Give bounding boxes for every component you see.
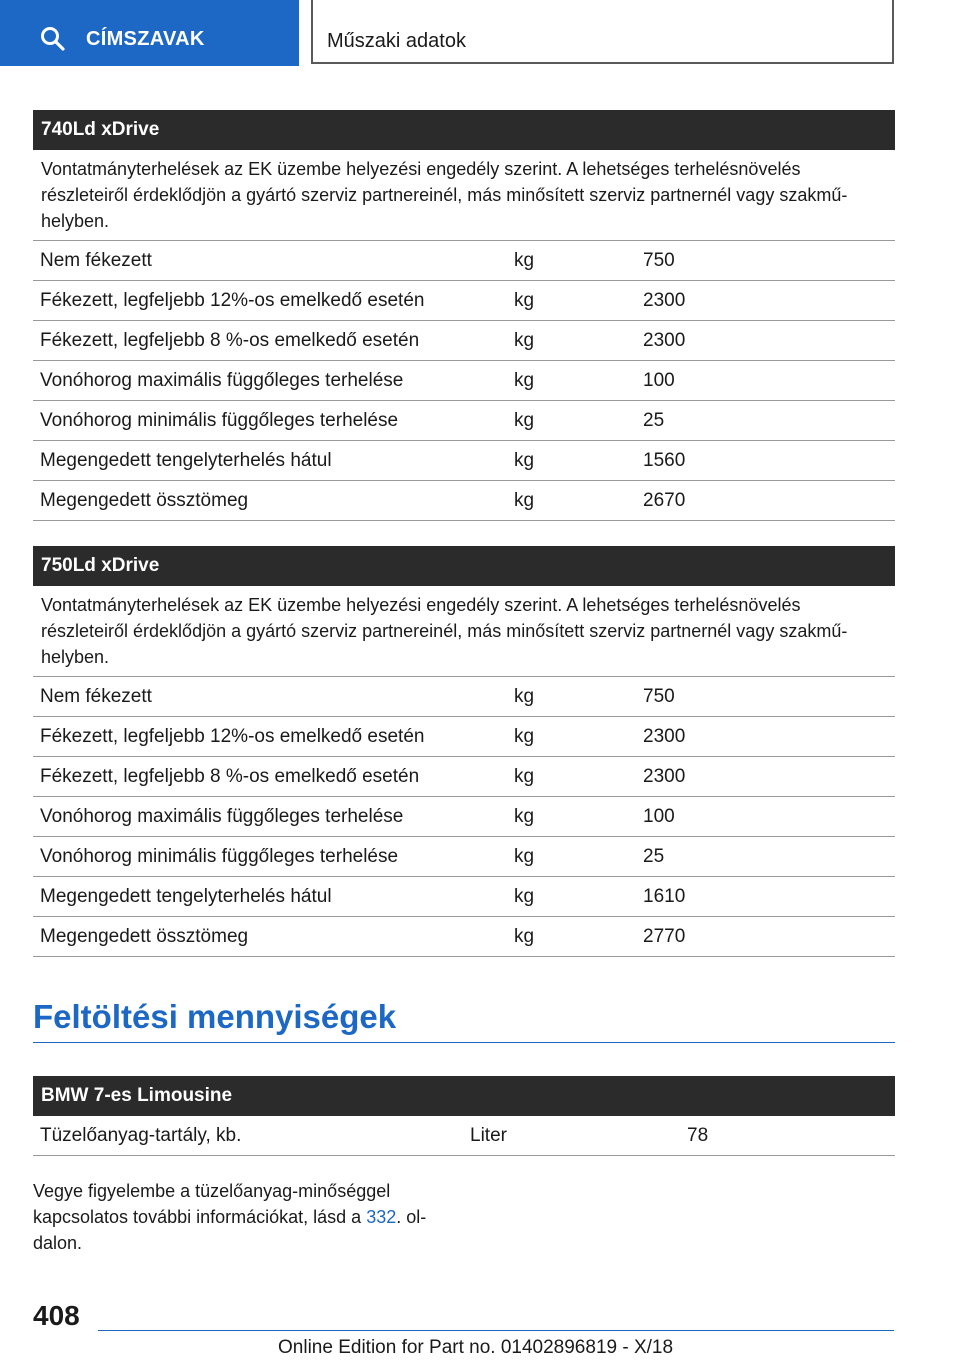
- table-row: [33, 717, 895, 757]
- table-row: [33, 481, 895, 521]
- section-title: Műszaki adatok: [327, 30, 466, 52]
- table-row: [33, 241, 895, 281]
- table-row: [33, 677, 895, 717]
- table-row: [33, 757, 895, 797]
- table-description: Vontatmányterhelések az EK üzembe helyezési engedély szerint. A lehetséges terhelésnövelés részleteiről érdeklődjön a gyártó szerviz partnereinél, más minősített szerviz partnernél vagy szakmű-helyben.: [33, 150, 895, 241]
- search-button-label: CÍMSZAVAK: [86, 28, 205, 50]
- row-value: 100: [643, 806, 675, 827]
- top-bar: [0, 0, 960, 66]
- table-row: [33, 1116, 895, 1156]
- row-label: Vonóhorog maximális függőleges terhelése: [40, 806, 404, 827]
- table-heading: 740Ld xDrive: [33, 110, 895, 150]
- row-value: 1560: [643, 450, 686, 471]
- row-label: Nem fékezett: [40, 250, 152, 271]
- fuel-quality-note: [33, 1178, 463, 1256]
- row-value: 2300: [643, 726, 686, 747]
- page-reference-link[interactable]: 332: [366, 1207, 397, 1227]
- row-label: Vonóhorog minimális függőleges terhelése: [40, 410, 399, 431]
- row-unit: kg: [514, 250, 535, 271]
- fuel-table: [33, 1076, 895, 1156]
- row-unit: kg: [514, 726, 535, 747]
- table-row: [33, 361, 895, 401]
- row-unit: kg: [514, 330, 535, 351]
- edition-footer: Online Edition for Part no. 01402896819 - X/18: [278, 1337, 674, 1358]
- fill-quantities-title: Feltöltési mennyiségek: [33, 998, 895, 1043]
- row-unit: kg: [514, 846, 535, 867]
- row-label: Megengedett össztömeg: [40, 490, 249, 511]
- row-unit: kg: [514, 450, 535, 471]
- row-value: 78: [687, 1125, 709, 1146]
- table-description: Vontatmányterhelések az EK üzembe helyezési engedély szerint. A lehetséges terhelésnövelés részleteiről érdeklődjön a gyártó szerviz partnereinél, más minősített szerviz partnernél vagy szakmű-helyben.: [33, 586, 895, 677]
- row-unit: kg: [514, 766, 535, 787]
- row-value: 25: [643, 410, 665, 431]
- row-value: 25: [643, 846, 665, 867]
- table-row: [33, 321, 895, 361]
- row-value: 100: [643, 370, 675, 391]
- search-icon: [40, 26, 66, 52]
- row-unit: kg: [514, 886, 535, 907]
- row-value: 2770: [643, 926, 686, 947]
- footer-divider: [98, 1330, 894, 1331]
- row-unit: kg: [514, 806, 535, 827]
- page-number: 408: [33, 1300, 80, 1331]
- row-unit: kg: [514, 290, 535, 311]
- note-text: Vegye figyelembe a tüzelőanyag-minőséggel kapcsolatos további információkat, lásd a: [33, 1181, 391, 1227]
- keywords-search-button[interactable]: [0, 0, 299, 66]
- row-label: Megengedett össztömeg: [40, 926, 249, 947]
- row-value: 750: [643, 250, 675, 271]
- table-row: [33, 281, 895, 321]
- row-value: 2670: [643, 490, 686, 511]
- spec-table-750ld: [33, 546, 895, 957]
- row-value: 2300: [643, 290, 686, 311]
- row-value: 1610: [643, 886, 686, 907]
- table-row: [33, 401, 895, 441]
- row-unit: kg: [514, 410, 535, 431]
- row-label: Fékezett, legfeljebb 8 %-os emelkedő esetén: [40, 766, 420, 787]
- row-unit: Liter: [470, 1125, 507, 1146]
- row-label: Nem fékezett: [40, 686, 152, 707]
- table-row: [33, 441, 895, 481]
- note-text-end: . ol-dalon.: [33, 1207, 427, 1253]
- row-value: 750: [643, 686, 675, 707]
- row-unit: kg: [514, 686, 535, 707]
- spec-table-740ld: [33, 110, 895, 521]
- table-row: [33, 917, 895, 957]
- row-label: Fékezett, legfeljebb 12%-os emelkedő esetén: [40, 290, 425, 311]
- section-title-box: [311, 0, 894, 64]
- row-label: Vonóhorog maximális függőleges terhelése: [40, 370, 404, 391]
- row-unit: kg: [514, 926, 535, 947]
- table-heading: BMW 7-es Limousine: [33, 1076, 895, 1116]
- row-unit: kg: [514, 490, 535, 511]
- row-value: 2300: [643, 330, 686, 351]
- row-label: Fékezett, legfeljebb 12%-os emelkedő esetén: [40, 726, 425, 747]
- row-label: Fékezett, legfeljebb 8 %-os emelkedő esetén: [40, 330, 420, 351]
- row-label: Tüzelőanyag-tartály, kb.: [40, 1125, 242, 1146]
- table-row: [33, 837, 895, 877]
- row-label: Megengedett tengelyterhelés hátul: [40, 450, 332, 471]
- row-value: 2300: [643, 766, 686, 787]
- table-heading: 750Ld xDrive: [33, 546, 895, 586]
- row-label: Megengedett tengelyterhelés hátul: [40, 886, 332, 907]
- table-row: [33, 797, 895, 837]
- row-unit: kg: [514, 370, 535, 391]
- row-label: Vonóhorog minimális függőleges terhelése: [40, 846, 399, 867]
- table-row: [33, 877, 895, 917]
